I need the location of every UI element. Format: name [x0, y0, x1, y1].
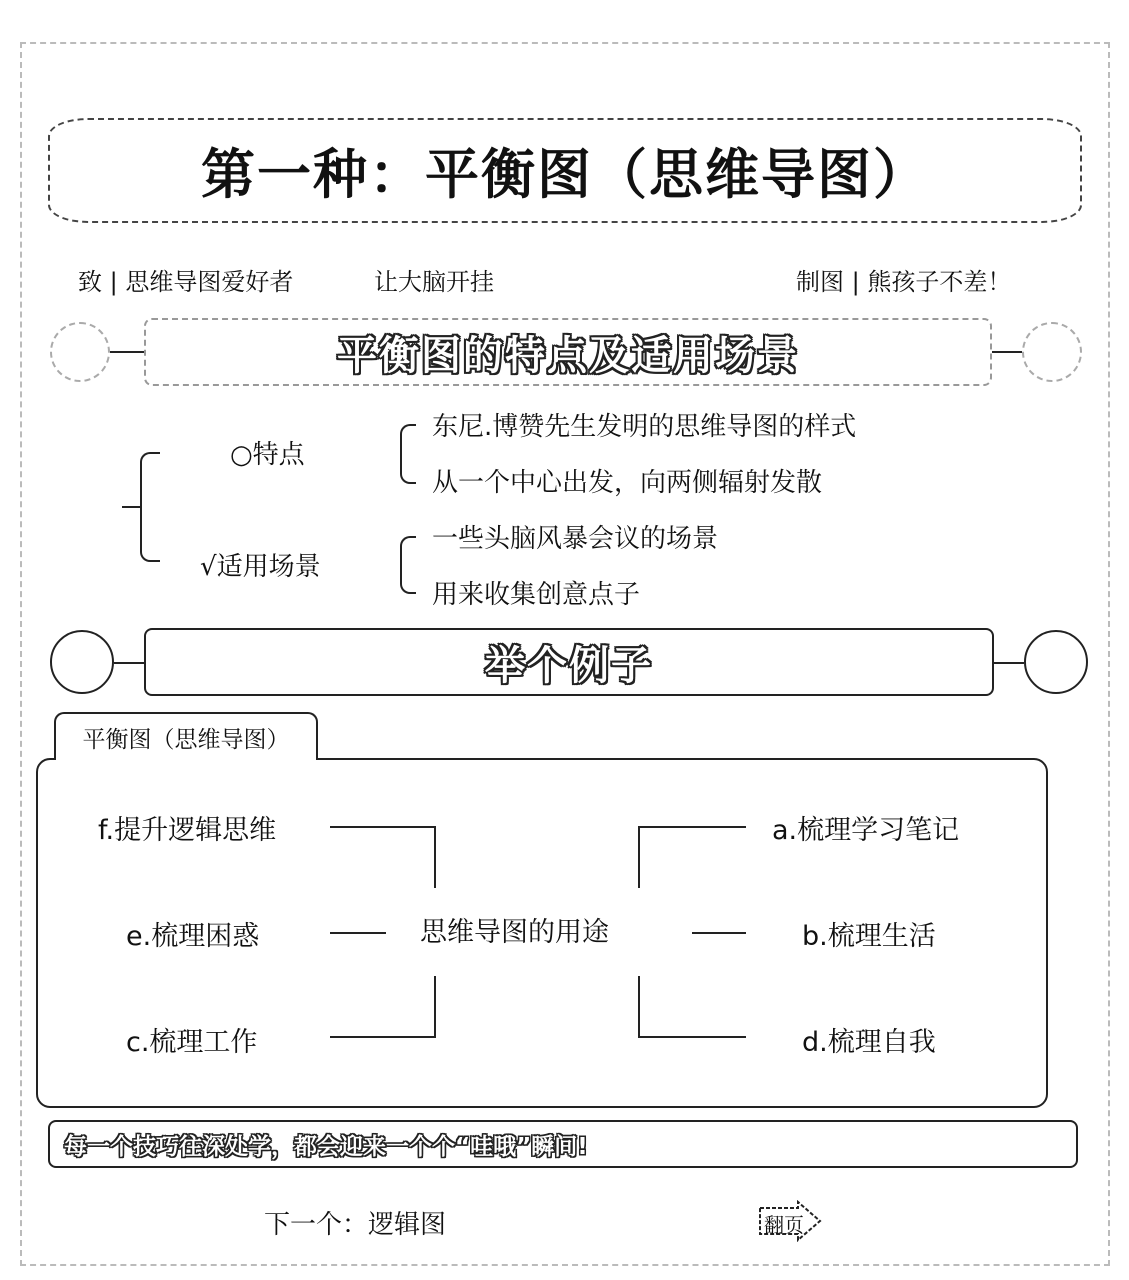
banner-box: [144, 318, 992, 386]
banner-circle-right: [1022, 322, 1082, 382]
connector-line: [330, 932, 386, 934]
feature-item: 从一个中心出发，向两侧辐射发散: [432, 468, 823, 498]
features-label: ○特点: [230, 440, 305, 470]
page-turn-label: 翻页: [764, 1213, 804, 1237]
mindmap-branch-right: b.梳理生活: [802, 921, 936, 952]
connector-line: [640, 826, 746, 828]
mindmap-branch-left: c.梳理工作: [126, 1027, 258, 1058]
quote-text: 每一个技巧往深处学，都会迎来一个个“哇哦”瞬间!: [64, 1133, 588, 1160]
scenes-label: √适用场景: [200, 552, 321, 582]
banner-circle-right: [1024, 630, 1088, 694]
page-title: 第一种：平衡图（思维导图）: [201, 143, 929, 206]
banner-connector-right: [992, 351, 1022, 353]
connector-line: [638, 976, 640, 1038]
next-topic: 下一个：逻辑图: [264, 1210, 447, 1240]
scene-item: 一些头脑风暴会议的场景: [432, 524, 719, 554]
feature-item: 东尼.博赞先生发明的思维导图的样式: [432, 412, 857, 442]
banner-connector-right: [994, 662, 1024, 664]
connector-line: [330, 1036, 436, 1038]
connector-line: [434, 976, 436, 1038]
banner-circle-left: [50, 322, 110, 382]
scene-item: 用来收集创意点子: [432, 580, 641, 610]
banner-title: 举个例子: [485, 642, 653, 689]
banner-connector-left: [110, 351, 144, 353]
scenes-brace: [400, 536, 416, 594]
root-connector: [122, 506, 142, 508]
connector-line: [434, 826, 436, 888]
quote-banner: [48, 1120, 1078, 1168]
example-tab: 平衡图（思维导图）: [54, 712, 318, 760]
banner-circle-left: [50, 630, 114, 694]
main-brace: [140, 452, 160, 562]
mindmap-branch-right: a.梳理学习笔记: [772, 815, 960, 846]
mindmap-branch-left: f.提升逻辑思维: [98, 815, 277, 846]
features-brace: [400, 424, 416, 484]
credit: 制图 | 熊孩子不差！: [796, 268, 1012, 296]
mindmap-branch-right: d.梳理自我: [802, 1027, 936, 1058]
banner-title: 平衡图的特点及适用场景: [337, 332, 799, 379]
page-turn-button[interactable]: [758, 1200, 822, 1242]
connector-line: [330, 826, 436, 828]
connector-line: [638, 826, 640, 888]
dedication: 致 | 思维导图爱好者: [78, 268, 294, 296]
mindmap-center: 思维导图的用途: [420, 917, 609, 948]
banner-box: [144, 628, 994, 696]
connector-line: [640, 1036, 746, 1038]
banner-connector-left: [114, 662, 144, 664]
connector-line: [692, 932, 746, 934]
slogan: 让大脑开挂: [374, 268, 494, 296]
mindmap-branch-left: e.梳理困惑: [126, 921, 260, 952]
